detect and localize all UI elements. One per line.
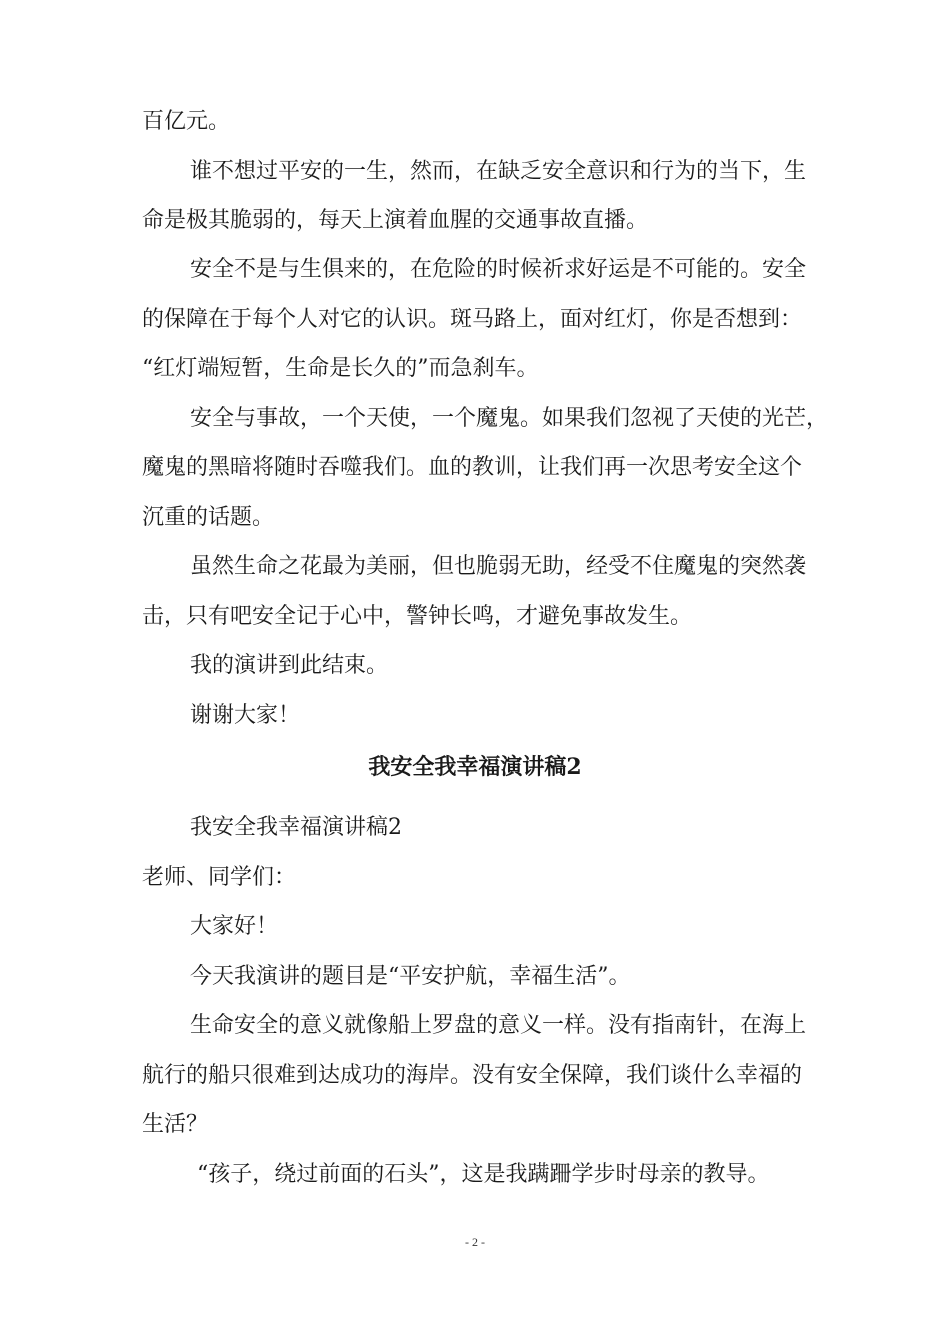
paragraph-line: 沉重的话题。	[142, 505, 275, 530]
paragraph-line: 魔鬼的黑暗将随时吞噬我们。血的教训，让我们再一次思考安全这个	[142, 455, 803, 480]
paragraph-line: 今天我演讲的题目是“平安护航，幸福生活”。	[190, 964, 631, 989]
page-number: - 2 -	[465, 1235, 485, 1249]
paragraph-line: 生命安全的意义就像船上罗盘的意义一样。没有指南针，在海上	[190, 1013, 807, 1038]
section-heading: 我安全我幸福演讲稿2	[368, 754, 582, 780]
paragraph-line: 大家好！	[190, 914, 279, 939]
paragraph-line: 百亿元。	[142, 109, 231, 134]
paragraph-line: 航行的船只很难到达成功的海岸。没有安全保障，我们谈什么幸福的	[142, 1063, 803, 1088]
paragraph-line: 安全不是与生俱来的，在危险的时候祈求好运是不可能的。安全	[190, 257, 807, 282]
paragraph-line: 虽然生命之花最为美丽，但也脆弱无助，经受不住魔鬼的突然袭	[190, 554, 807, 579]
paragraph-line: 安全与事故，一个天使，一个魔鬼。如果我们忽视了天使的光芒，	[190, 406, 829, 431]
paragraph-line: 我的演讲到此结束。	[190, 653, 389, 678]
paragraph-line: 生活？	[142, 1112, 209, 1137]
paragraph-line: 老师、同学们：	[142, 865, 297, 890]
paragraph-line: 的保障在于每个人对它的认识。斑马路上，面对红灯，你是否想到：	[142, 307, 803, 332]
paragraph-line: 我安全我幸福演讲稿2	[190, 815, 402, 840]
paragraph-line: 谢谢大家！	[190, 703, 301, 728]
paragraph-line: “孩子，绕过前面的石头”，这是我蹒跚学步时母亲的教导。	[197, 1162, 770, 1187]
paragraph-line: 谁不想过平安的一生，然而，在缺乏安全意识和行为的当下，生	[190, 159, 807, 184]
paragraph-line: “红灯端短暂，生命是长久的”而急刹车。	[142, 356, 539, 381]
paragraph-line: 击，只有吧安全记于心中，警钟长鸣，才避免事故发生。	[142, 604, 693, 629]
paragraph-line: 命是极其脆弱的，每天上演着血腥的交通事故直播。	[142, 208, 649, 233]
